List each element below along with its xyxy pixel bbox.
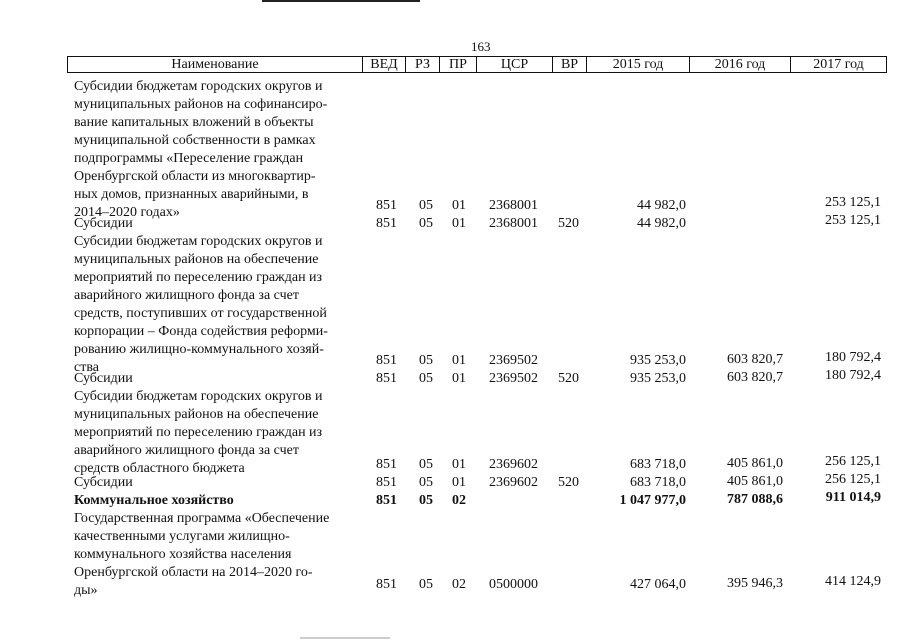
row-y2017: 911 014,9 [825, 490, 881, 505]
row-pr: 01 [452, 457, 466, 472]
row-y2017: 253 125,1 [825, 195, 881, 210]
row-y2016: 405 861,0 [727, 456, 783, 471]
row-pr: 01 [452, 475, 466, 490]
page-number: 163 [471, 39, 491, 54]
row-vr: 520 [558, 371, 579, 386]
row-y2017: 256 125,1 [825, 472, 881, 487]
row-y2015: 683 718,0 [630, 475, 686, 490]
row-ved: 851 [376, 475, 397, 490]
header-rz: РЗ [406, 57, 440, 72]
row-ved: 851 [376, 371, 397, 386]
top-rule [262, 0, 420, 2]
row-ved: 851 [376, 216, 397, 231]
row-ved: 851 [376, 457, 397, 472]
row-ved: 851 [376, 493, 397, 508]
row-pr: 02 [452, 577, 466, 592]
row-rz: 05 [419, 371, 433, 386]
row-vr: 520 [558, 475, 579, 490]
row-y2017: 414 124,9 [825, 574, 881, 589]
row-name: Субсидии [74, 371, 133, 386]
header-2017: 2017 год [813, 57, 864, 72]
row-name: Коммунальное хозяйство [74, 493, 234, 508]
row-y2016: 603 820,7 [727, 352, 783, 367]
row-rz: 05 [419, 216, 433, 231]
header-ved: ВЕД [363, 57, 406, 72]
row-y2017: 253 125,1 [825, 213, 881, 228]
row-y2015: 935 253,0 [630, 371, 686, 386]
row-rz: 05 [419, 198, 433, 213]
row-name: Субсидии бюджетам городских округов и муниципальных районов на софинансиро- вание капитальных вложений в объекты муниципальной собственности в рамках подпрограммы «Переселение граждан Оренбургской области из многоквартир- ных домов, признанных аварийными, в 2014–2020 годах» [74, 79, 328, 220]
row-ved: 851 [376, 353, 397, 368]
row-csr: 0500000 [489, 577, 538, 592]
row-name: Государственная программа «Обеспечение качественными услугами жилищно- коммунального хозяйства населения Оренбургской области на 2014–2020 го- ды» [74, 511, 330, 598]
row-pr: 01 [452, 371, 466, 386]
row-y2017: 256 125,1 [825, 454, 881, 469]
row-y2016: 395 946,3 [727, 576, 783, 591]
row-y2015: 935 253,0 [630, 353, 686, 368]
row-ved: 851 [376, 198, 397, 213]
row-y2016: 405 861,0 [727, 474, 783, 489]
header-2016: 2016 год [690, 57, 791, 72]
row-csr: 2368001 [489, 216, 538, 231]
header-csr: ЦСР [477, 57, 553, 72]
row-y2015: 44 982,0 [637, 216, 686, 231]
row-y2015: 1 047 977,0 [619, 493, 686, 508]
row-csr: 2369602 [489, 475, 538, 490]
row-rz: 05 [419, 457, 433, 472]
row-pr: 01 [452, 216, 466, 231]
row-rz: 05 [419, 493, 433, 508]
row-rz: 05 [419, 475, 433, 490]
row-name: Субсидии бюджетам городских округов и муниципальных районов на обеспечение мероприятий по переселению граждан из аварийного жилищного фонда за счет средств областного бюджета [74, 389, 323, 476]
row-csr: 2369602 [489, 457, 538, 472]
row-pr: 02 [452, 493, 466, 508]
row-name: Субсидии [74, 475, 133, 490]
row-csr: 2368001 [489, 198, 538, 213]
row-y2015: 44 982,0 [637, 198, 686, 213]
row-y2017: 180 792,4 [825, 350, 881, 365]
row-rz: 05 [419, 577, 433, 592]
row-ved: 851 [376, 577, 397, 592]
header-vr: ВР [553, 57, 587, 72]
row-csr: 2369502 [489, 371, 538, 386]
row-y2017: 180 792,4 [825, 368, 881, 383]
header-2015: 2015 год [587, 57, 690, 72]
header-name: Наименование [68, 57, 363, 72]
table-header [67, 56, 887, 73]
row-name: Субсидии [74, 216, 133, 231]
row-y2015: 427 064,0 [630, 577, 686, 592]
bottom-fragment [300, 637, 390, 639]
row-pr: 01 [452, 198, 466, 213]
row-csr: 2369502 [489, 353, 538, 368]
row-y2015: 683 718,0 [630, 457, 686, 472]
row-name: Субсидии бюджетам городских округов и муниципальных районов на обеспечение мероприятий по переселению граждан из аварийного жилищного фонда за счет средств, поступивших от государственной корпорации – Фонда содействия реформи- рованию жилищно-коммунального хозяй- ства [74, 234, 328, 375]
row-y2016: 787 088,6 [727, 492, 783, 507]
row-rz: 05 [419, 353, 433, 368]
row-y2016: 603 820,7 [727, 370, 783, 385]
header-pr: ПР [440, 57, 477, 72]
row-vr: 520 [558, 216, 579, 231]
row-pr: 01 [452, 353, 466, 368]
